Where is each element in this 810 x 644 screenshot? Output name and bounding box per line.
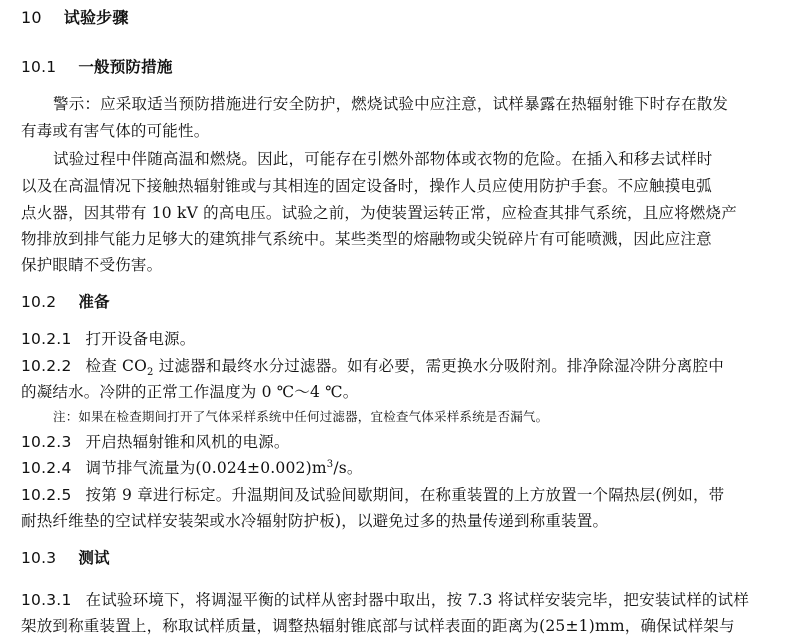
item-10-2-1	[21, 329, 195, 349]
section-title: 准备	[78, 293, 110, 311]
item-10-2-2-line-2: 的凝结水。冷阱的正常工作温度为 0 ℃～4 ℃。	[21, 383, 359, 401]
item-text: 在试验环境下，将调湿平衡的试样从密封器中取出，按 7.3 将试样安装完毕，把安装试样的试样	[85, 591, 750, 609]
note-label: 注：	[53, 409, 79, 424]
item-number: 10.2.5	[21, 486, 72, 504]
section-title: 试验步骤	[63, 8, 129, 27]
item-text-b: 过滤器和最终水分过滤器。如有必要，需更换水分吸附剂。排净除湿冷阱分离腔中	[153, 357, 724, 375]
section-heading-10-2	[21, 292, 110, 312]
item-number: 10.2.3	[21, 433, 72, 451]
item-10-2-3	[21, 432, 290, 452]
paragraph-line-3: 点火器，因其带有 10 kV 的高电压。试验之前，为使装置运转正常，应检查其排气系统，且应将燃烧产	[21, 204, 737, 222]
item-number: 10.2.1	[21, 330, 72, 348]
item-text: 开启热辐射锥和风机的电源。	[85, 433, 290, 451]
item-number: 10.2.4	[21, 459, 72, 477]
item-number: 10.2.2	[21, 357, 72, 375]
item-text-a: 检查 CO	[85, 357, 148, 375]
section-title: 测试	[78, 549, 110, 567]
section-title: 一般预防措施	[78, 58, 173, 76]
note-text: 如果在检查期间打开了气体采样系统中任何过滤器，宜检查气体采样系统是否漏气。	[78, 409, 549, 424]
item-10-2-2	[21, 356, 724, 379]
section-number: 10.3	[21, 549, 57, 567]
item-text: 按第 9 章进行标定。升温期间及试验间歇期间，在称重装置的上方放置一个隔热层(例如，带	[85, 486, 725, 504]
item-text-b: /s。	[333, 459, 363, 477]
section-number: 10.2	[21, 293, 57, 311]
section-heading-10-1	[21, 57, 173, 77]
item-10-2-5-line-2: 耐热纤维垫的空试样安装架或水冷辐射防护板)，以避免过多的热量传递到称重装置。	[21, 512, 609, 530]
section-heading-10	[21, 8, 129, 28]
section-number: 10	[21, 8, 42, 27]
item-10-3-1	[21, 590, 749, 610]
item-10-3-1-line-2: 架放到称重装置上，称取试样质量，调整热辐射锥底部与试样表面的距离为(25±1)mm，确保试样架与	[21, 617, 735, 635]
subscript: 2	[147, 367, 154, 379]
paragraph-line-4: 物排放到排气能力足够大的建筑排气系统中。某些类型的熔融物或尖锐碎片有可能喷溅，因此应注意	[21, 230, 712, 248]
section-heading-10-3	[21, 548, 110, 568]
paragraph-line-1: 试验过程中伴随高温和燃烧。因此，可能存在引燃外部物体或衣物的危险。在插入和移去试样时	[53, 150, 713, 168]
warning-line-2: 有毒或有害气体的可能性。	[21, 122, 210, 140]
superscript: 3	[326, 458, 334, 470]
item-text-a: 调节排气流量为(0.024±0.002)m	[85, 459, 327, 477]
item-number: 10.3.1	[21, 591, 72, 609]
item-text: 打开设备电源。	[85, 330, 196, 348]
item-10-2-5	[21, 485, 724, 505]
paragraph-line-5: 保护眼睛不受伤害。	[21, 256, 163, 274]
paragraph-line-2: 以及在高温情况下接触热辐射锥或与其相连的固定设备时，操作人员应使用防护手套。不应触摸电弧	[21, 177, 712, 195]
section-number: 10.1	[21, 58, 57, 76]
item-10-2-4	[21, 458, 363, 478]
note	[53, 407, 548, 427]
warning-line-1: 警示：应采取适当预防措施进行安全防护，燃烧试验中应注意，试样暴露在热辐射锥下时存在散发	[53, 95, 729, 113]
